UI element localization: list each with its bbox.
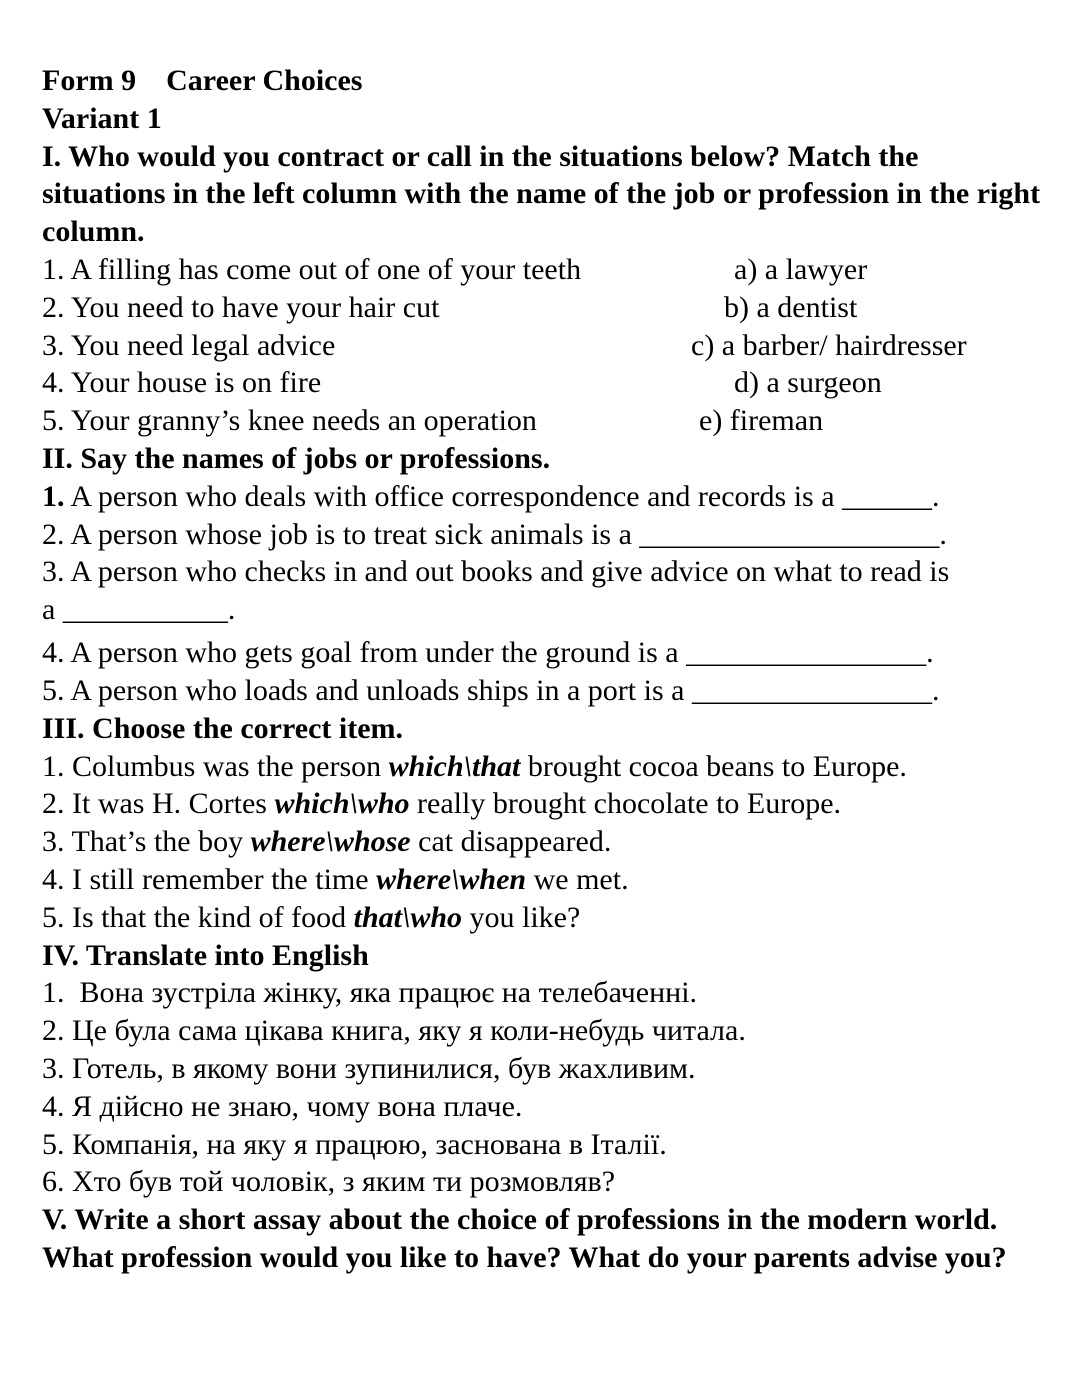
item-end: .: [939, 517, 947, 551]
fill-in-item: [42, 553, 1052, 591]
sentence-start: 5. Is that the kind of food: [42, 900, 354, 934]
profession-option: b) a dentist: [724, 290, 858, 324]
item-text: A person who loads and unloads ships in a port is a: [64, 673, 692, 707]
item-number: 3.: [42, 555, 65, 589]
fill-in-item: [42, 516, 1052, 554]
situation-text: 5. Your granny’s knee needs an operation: [42, 404, 537, 438]
match-row: [42, 327, 1052, 365]
section-1-heading: I. Who would you contract or call in the situations below? Match the situations in the left column with the name of the job or profession in the right column.: [42, 139, 1041, 249]
choice-option[interactable]: where\whose: [250, 825, 411, 859]
choice-item: [42, 785, 1052, 823]
item-number: 5.: [42, 673, 65, 707]
section-5-heading: V. Write a short assay about the choice of professions in the modern world. What profession would you like to have? What do your parents advise you?: [42, 1203, 1007, 1274]
item-end: .: [227, 593, 236, 627]
choice-item: [42, 899, 1052, 937]
answer-blank[interactable]: ____________________: [639, 517, 940, 551]
answer-blank[interactable]: ________________: [691, 673, 932, 707]
item-number: 2.: [42, 517, 65, 551]
choice-option[interactable]: which\that: [388, 749, 521, 783]
situation-text: 3. You need legal advice: [42, 328, 336, 362]
situation-text: 2. You need to have your hair cut: [42, 290, 440, 324]
profession-option: c) a barber/ hairdresser: [691, 328, 967, 362]
sentence-start: 2. It was H. Cortes: [42, 787, 275, 821]
translate-item: 4. Я дійсно не знаю, чому вона плаче.: [42, 1089, 523, 1123]
worksheet-page: [42, 62, 1052, 1277]
variant-label: Variant 1: [42, 101, 162, 135]
form-label: Form 9: [42, 64, 137, 97]
item-text: A person who checks in and out books and give advice on what to read is: [64, 555, 950, 589]
choice-option[interactable]: where\when: [376, 862, 527, 896]
match-row: [42, 402, 1052, 440]
choice-item: [42, 748, 1052, 786]
sentence-end: really brought chocolate to Europe.: [409, 787, 842, 821]
item-number: 1.: [42, 479, 65, 513]
answer-blank[interactable]: ______: [842, 479, 933, 513]
profession-option: e) fireman: [699, 404, 824, 438]
section-4-heading: IV. Translate into English: [42, 938, 369, 972]
section-2-heading: II. Say the names of jobs or professions.: [42, 441, 551, 475]
topic-title: Career Choices: [166, 64, 363, 97]
answer-blank[interactable]: ___________: [62, 593, 228, 627]
fill-in-item: [42, 478, 1052, 516]
match-row: [42, 364, 1052, 402]
item-text: a: [42, 593, 63, 627]
item-end: .: [926, 636, 934, 670]
profession-option: d) a surgeon: [734, 366, 882, 400]
situation-text: 4. Your house is on fire: [42, 366, 322, 400]
sentence-start: 1. Columbus was the person: [42, 749, 389, 783]
sentence-end: we met.: [526, 862, 629, 896]
worksheet-header: [42, 62, 1052, 100]
fill-in-item-continuation: [42, 591, 1052, 634]
section-3-heading: III. Choose the correct item.: [42, 711, 404, 745]
sentence-start: 3. That’s the boy: [42, 825, 251, 859]
choice-option[interactable]: which\who: [274, 787, 410, 821]
sentence-end: brought cocoa beans to Europe.: [520, 749, 907, 783]
item-text: A person who gets goal from under the ground is a: [64, 636, 687, 670]
fill-in-item: [42, 672, 1052, 710]
translate-item: 1. Вона зустріла жінку, яка працює на телебаченні.: [42, 976, 698, 1010]
fill-in-item: [42, 634, 1052, 672]
answer-blank[interactable]: ________________: [686, 636, 927, 670]
choice-option[interactable]: that\who: [353, 900, 463, 934]
item-number: 4.: [42, 636, 65, 670]
translate-item: 5. Компанія, на яку я працюю, заснована в Італії.: [42, 1127, 667, 1161]
translate-item: 6. Хто був той чоловік, з яким ти розмовляв?: [42, 1165, 616, 1199]
item-text: A person whose job is to treat sick animals is a: [64, 517, 640, 551]
choice-item: [42, 823, 1052, 861]
situation-text: 1. A filling has come out of one of your teeth: [42, 252, 582, 286]
item-text: A person who deals with office correspondence and records is a: [64, 479, 843, 513]
match-row: [42, 251, 1052, 289]
profession-option: a) a lawyer: [734, 252, 868, 286]
match-row: [42, 289, 1052, 327]
choice-item: [42, 861, 1052, 899]
item-end: .: [932, 479, 940, 513]
sentence-end: cat disappeared.: [410, 825, 612, 859]
sentence-start: 4. I still remember the time: [42, 862, 377, 896]
item-end: .: [931, 673, 940, 707]
sentence-end: you like?: [462, 900, 581, 934]
translate-item: 2. Це була сама цікава книга, яку я коли-небудь читала.: [42, 1014, 746, 1048]
translate-item: 3. Готель, в якому вони зупинилися, був жахливим.: [42, 1051, 696, 1085]
